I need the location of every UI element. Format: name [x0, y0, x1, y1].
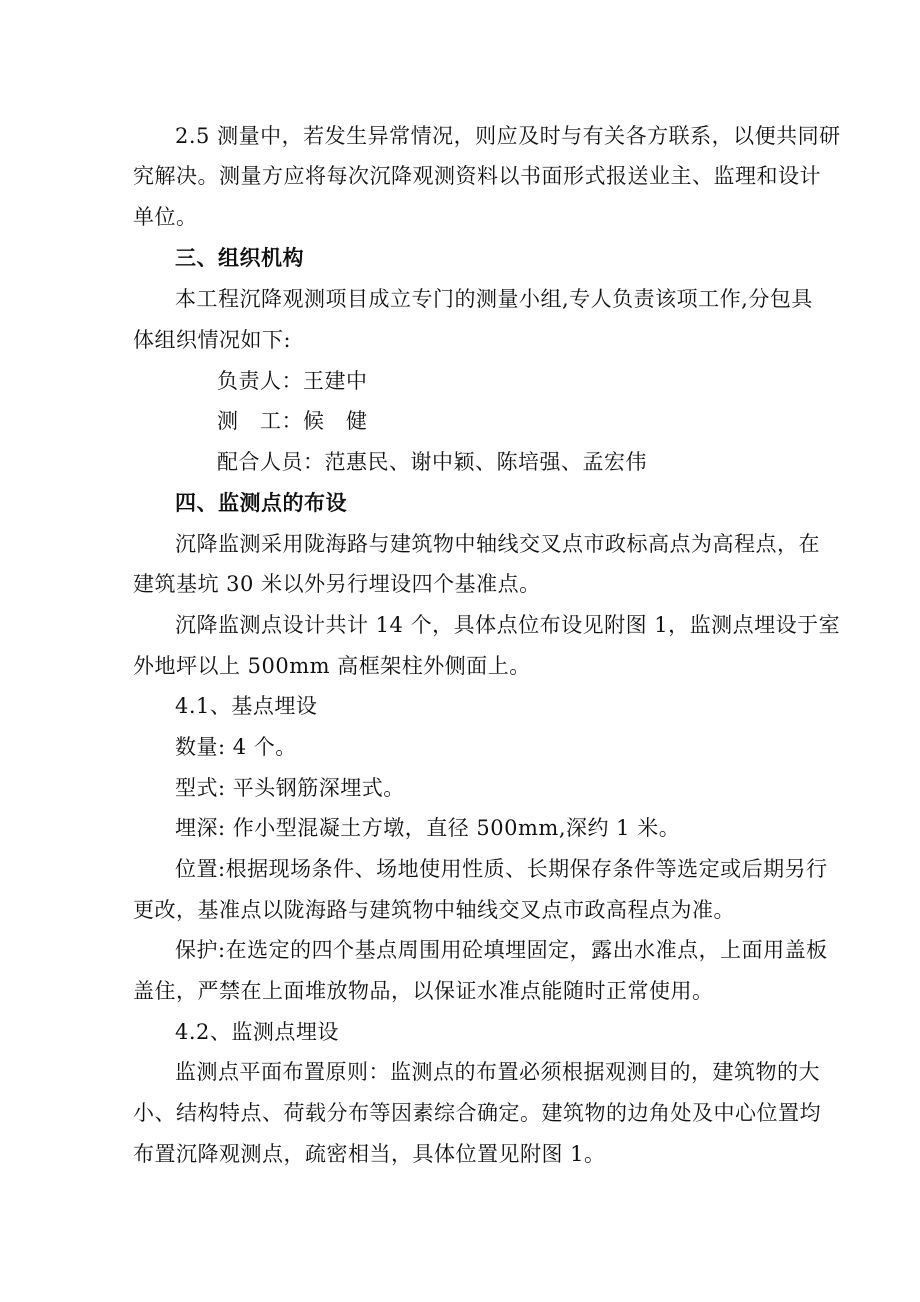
section-4-paragraph-2-line-2: 外地坪以上 500mm 高框架柱外侧面上。	[133, 654, 531, 678]
section-4-heading: 四、监测点的布设	[175, 490, 347, 515]
monitoring-layout-line-3: 布置沉降观测点，疏密相当，具体位置见附图 1。	[133, 1142, 606, 1166]
section-3-heading: 三、组织机构	[175, 245, 304, 270]
subsection-4-2-title: 4.2、监测点埋设	[175, 1020, 339, 1044]
section-4-paragraph-1-line-2: 建筑基坑 30 米以外另行埋设四个基准点。	[133, 572, 541, 596]
paragraph-2-5-line-1: 2.5 测量中，若发生异常情况，则应及时与有关各方联系，以便共同研	[175, 124, 841, 148]
base-point-quantity: 数量: 4 个。	[175, 735, 297, 759]
base-point-type: 型式: 平头钢筋深埋式。	[175, 776, 405, 800]
staff-leader: 负责人：王建中	[217, 369, 368, 393]
section-3-intro-line-2: 体组织情况如下:	[133, 328, 292, 352]
section-3-intro-line-1: 本工程沉降观测项目成立专门的测量小组,专人负责该项工作,分包具	[175, 287, 813, 311]
paragraph-2-5-line-2: 究解决。测量方应将每次沉降观测资料以书面形式报送业主、监理和设计	[133, 164, 821, 188]
base-point-protection-line-2: 盖住，严禁在上面堆放物品，以保证水准点能随时正常使用。	[133, 979, 714, 1003]
base-point-position-line-1: 位置:根据现场条件、场地使用性质、长期保存条件等选定或后期另行	[175, 857, 828, 881]
monitoring-layout-line-1: 监测点平面布置原则：监测点的布置必须根据观测目的，建筑物的大	[175, 1060, 820, 1084]
section-4-paragraph-2-line-1: 沉降监测点设计共计 14 个，具体点位布设见附图 1，监测点埋设于室	[175, 613, 841, 637]
base-point-position-line-2: 更改，基准点以陇海路与建筑物中轴线交叉点市政高程点为准。	[133, 898, 735, 922]
paragraph-2-5-line-3: 单位。	[133, 205, 198, 229]
staff-surveyor: 测 工：候 健	[217, 409, 368, 433]
section-4-paragraph-1-line-1: 沉降监测采用陇海路与建筑物中轴线交叉点市政标高点为高程点，在	[175, 532, 820, 556]
subsection-4-1-title: 4.1、基点埋设	[175, 694, 318, 718]
base-point-depth: 埋深: 作小型混凝土方墩，直径 500mm,深约 1 米。	[175, 816, 681, 840]
base-point-protection-line-1: 保护:在选定的四个基点周围用砼填埋固定，露出水准点，上面用盖板	[175, 938, 828, 962]
staff-assistants: 配合人员：范惠民、谢中颖、陈培强、孟宏伟	[217, 450, 647, 474]
monitoring-layout-line-2: 小、结构特点、荷载分布等因素综合确定。建筑物的边角处及中心位置均	[133, 1101, 821, 1125]
